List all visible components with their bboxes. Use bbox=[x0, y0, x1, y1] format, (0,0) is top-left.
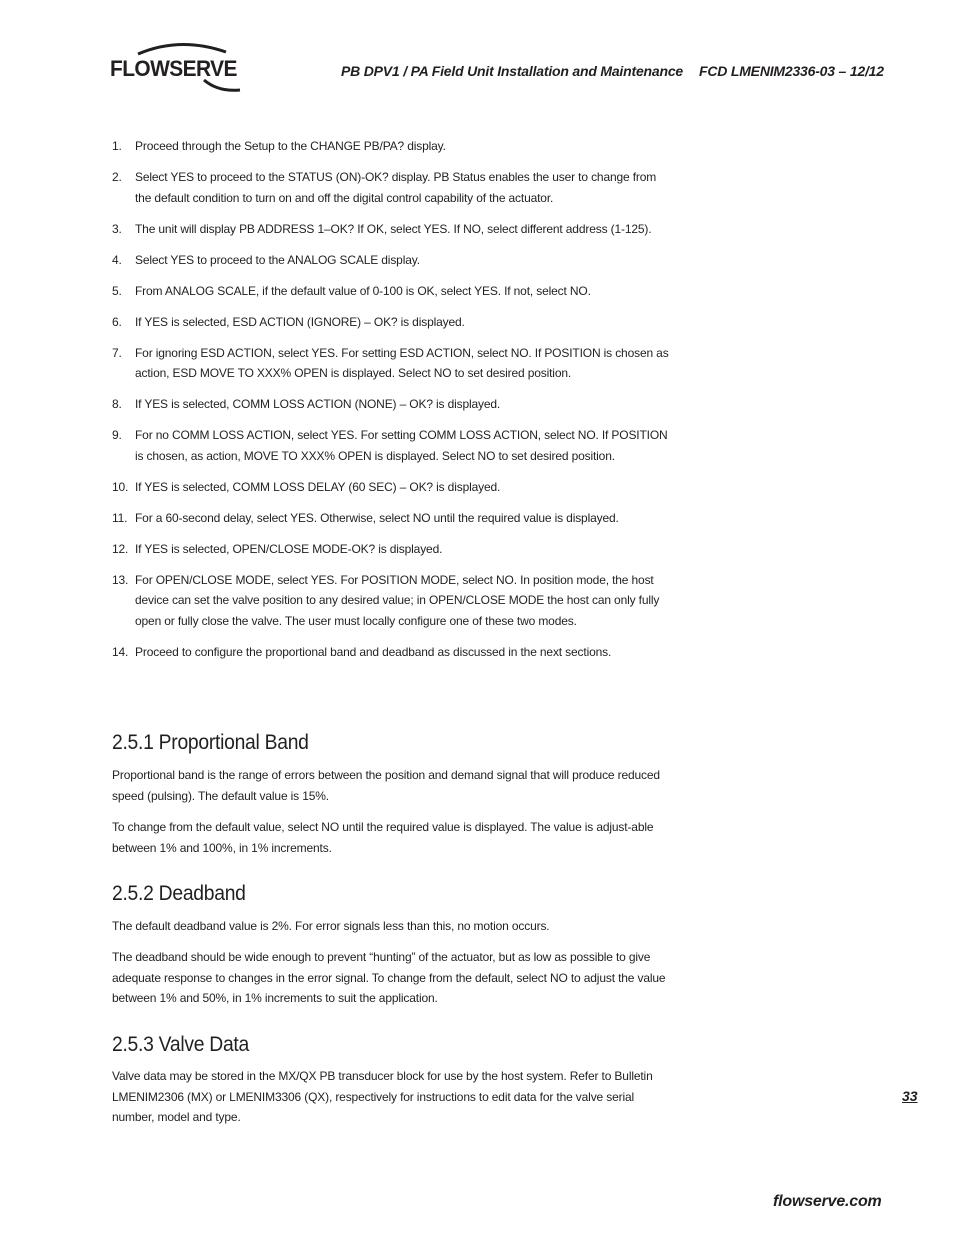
step-number: 7. bbox=[112, 345, 122, 360]
list-item bbox=[112, 508, 672, 529]
deadband-paragraph-1: The default deadband value is 2%. For error signals less than this, no motion occurs. bbox=[112, 919, 550, 933]
step-number: 8. bbox=[112, 397, 122, 411]
step-number: 1. bbox=[112, 139, 122, 153]
list-item bbox=[112, 312, 672, 333]
footer-website[interactable]: flowserve.com bbox=[773, 1193, 882, 1210]
proportional-band-paragraph-1: Proportional band is the range of errors between the position and demand signal that will produce reduced speed (pulsing). The default value is 15%. bbox=[112, 768, 660, 803]
list-item bbox=[112, 219, 672, 240]
step-text: Proceed through the Setup to the CHANGE PB/PA? display. bbox=[135, 139, 446, 153]
step-number: 10. bbox=[112, 479, 129, 494]
step-text: From ANALOG SCALE, if the default value of 0-100 is OK, select YES. If not, select NO. bbox=[135, 283, 591, 298]
document-code: FCD LMENIM2336-03 – 12/12 bbox=[699, 63, 884, 79]
step-text: For ignoring ESD ACTION, select YES. For setting ESD ACTION, select NO. If POSITION is chosen as action, ESD MOVE TO XXX% OPEN is displayed. Select NO to set desired position. bbox=[135, 345, 669, 380]
step-number: 12. bbox=[112, 541, 129, 556]
step-number: 6. bbox=[112, 314, 122, 329]
flowserve-logo bbox=[108, 40, 253, 95]
deadband-paragraph-2: The deadband should be wide enough to prevent “hunting” of the actuator, but as low as possible to give adequate response to changes in the error signal. To change from the default, select NO to adjust the value between 1% and 50%, in 1% increments to suit the application. bbox=[112, 950, 666, 1005]
page-number: 33 bbox=[902, 1088, 918, 1104]
step-number: 4. bbox=[112, 252, 122, 267]
heading-deadband: 2.5.2 Deadband bbox=[112, 882, 246, 905]
step-number: 5. bbox=[112, 283, 122, 298]
step-number: 14. bbox=[112, 644, 129, 659]
step-text: If YES is selected, COMM LOSS DELAY (60 SEC) – OK? is displayed. bbox=[135, 479, 501, 494]
step-number: 3. bbox=[112, 221, 122, 236]
list-item bbox=[112, 343, 672, 384]
logo-wordmark: FLOWSERVE bbox=[110, 56, 237, 81]
step-number: 9. bbox=[112, 428, 122, 442]
step-text: For OPEN/CLOSE MODE, select YES. For POSITION MODE, select NO. In position mode, the host device can set the valve position to any desired value; in OPEN/CLOSE MODE the host can only fully open or fully close the valve. The user must locally configure one of these two modes. bbox=[135, 572, 660, 628]
step-text: If YES is selected, COMM LOSS ACTION (NONE) – OK? is displayed. bbox=[135, 397, 501, 411]
document-header bbox=[341, 63, 884, 79]
step-text: If YES is selected, ESD ACTION (IGNORE) – OK? is displayed. bbox=[135, 314, 465, 329]
step-number: 2. bbox=[112, 170, 122, 184]
proportional-band-paragraph-2: To change from the default value, select NO until the required value is displayed. The value is adjust-able between 1% and 100%, in 1% increments. bbox=[112, 820, 654, 855]
list-item bbox=[112, 250, 672, 271]
list-item bbox=[112, 281, 672, 302]
list-item bbox=[112, 642, 672, 663]
step-text: For a 60-second delay, select YES. Otherwise, select NO until the required value is displayed. bbox=[135, 510, 619, 525]
valve-data-paragraph-1: Valve data may be stored in the MX/QX PB transducer block for use by the host system. Refer to Bulletin LMENIM2306 (MX) or LMENIM3306 (QX), respectively for instructions to edit data for the valve serial number, model and type. bbox=[112, 1069, 653, 1124]
step-text: Select YES to proceed to the ANALOG SCALE display. bbox=[135, 252, 420, 267]
step-text: If YES is selected, OPEN/CLOSE MODE-OK? is displayed. bbox=[135, 541, 443, 556]
list-item bbox=[112, 539, 672, 560]
list-item bbox=[112, 425, 672, 466]
list-item bbox=[112, 477, 672, 498]
list-item bbox=[112, 167, 672, 208]
document-title: PB DPV1 / PA Field Unit Installation and Maintenance bbox=[341, 63, 683, 79]
step-text: Proceed to configure the proportional band and deadband as discussed in the next sections. bbox=[135, 644, 612, 659]
list-item bbox=[112, 570, 672, 632]
step-text: The unit will display PB ADDRESS 1–OK? If OK, select YES. If NO, select different address (1-125). bbox=[135, 221, 652, 236]
setup-steps-list bbox=[112, 136, 672, 673]
heading-valve-data: 2.5.3 Valve Data bbox=[112, 1033, 249, 1056]
heading-proportional-band: 2.5.1 Proportional Band bbox=[112, 731, 309, 754]
step-text: Select YES to proceed to the STATUS (ON)-OK? display. PB Status enables the user to change from the default condition to turn on and off the digital control capability of the actuator. bbox=[135, 170, 657, 205]
list-item bbox=[112, 394, 672, 415]
step-text: For no COMM LOSS ACTION, select YES. For setting COMM LOSS ACTION, select NO. If POSITION is chosen, as action, MOVE TO XXX% OPEN is displayed. Select NO to set desired position. bbox=[135, 428, 668, 463]
step-number: 13. bbox=[112, 572, 129, 587]
step-number: 11. bbox=[112, 510, 128, 525]
list-item bbox=[112, 136, 672, 157]
